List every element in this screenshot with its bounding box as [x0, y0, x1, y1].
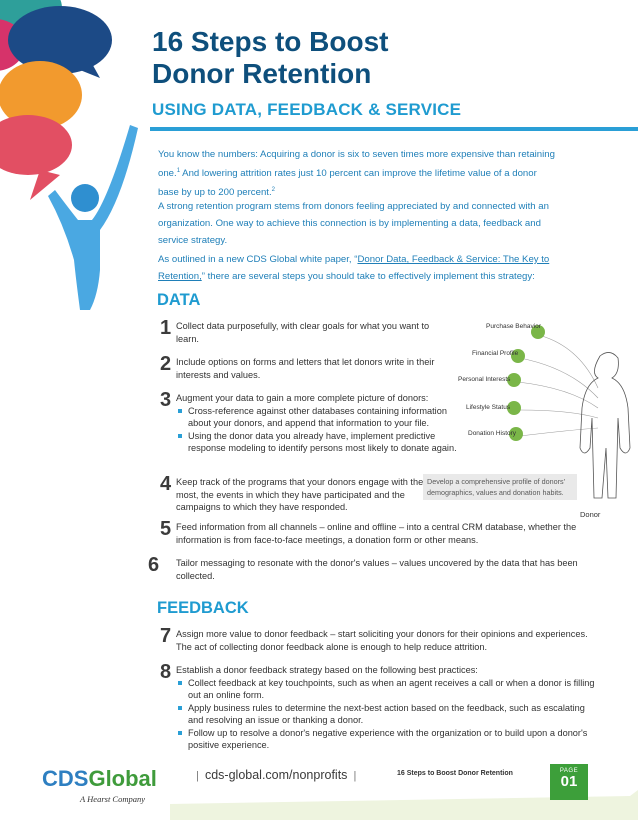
section-heading-feedback: FEEDBACK	[157, 599, 249, 617]
diagram-label: Personal Interests	[458, 376, 511, 383]
section-heading-data: DATA	[157, 291, 201, 309]
page-subtitle: USING DATA, FEEDBACK & SERVICE	[152, 100, 462, 119]
diagram-label: Lifestyle Status	[466, 404, 511, 411]
white-paper-link[interactable]: Donor Data, Feedback & Service: The Key to Retention,	[158, 254, 550, 282]
diagram-label: Financial Profile	[472, 350, 519, 357]
step-8-bullets	[176, 677, 600, 752]
step-7: 7 Assign more value to donor feedback – start soliciting your donors for their opinions and experiences. The act of collecting donor feedback alone is enough to help reduce attrition.	[160, 625, 588, 652]
diagram-callout: Develop a comprehensive profile of donors' demographics, values and donation habits.	[423, 474, 577, 500]
diagram-label: Purchase Behavior	[486, 323, 541, 330]
intro-paragraph-3: As outlined in a new CDS Global white paper, “Donor Data, Feedback & Service: The Key to Retention,” there are several steps you should take to effectively implement this strategy:	[158, 254, 550, 282]
title-line-1: 16 Steps to Boost	[152, 26, 389, 57]
step-4: 4 Keep track of the programs that your donors engage with the most, the events in which they have participated and the campaigns to which they have responded.	[160, 473, 424, 512]
list-item: Collect feedback at key touchpoints, such as when an agent receives a call or when a donor is filling out an online form.	[176, 677, 600, 702]
person-figure-icon	[30, 110, 140, 310]
list-item: Using the donor data you already have, implement predictive response modeling to identify persons most likely to donate again.	[176, 430, 460, 455]
step-1: 1 Collect data purposefully, with clear goals for what you want to learn.	[160, 317, 430, 344]
list-item: Cross-reference against other databases containing information about your donors, and append that information to your file.	[176, 405, 460, 430]
step-5: 5 Feed information from all channels – online and offline – into a central CRM database, whether the information is from face-to-face meetings, a donation form or other means.	[160, 518, 577, 545]
intro-paragraph-1: You know the numbers: Acquiring a donor is six to seven times more expensive than retaining one.$^1$ And lowering attrition rates just 10 percent can improve the lifetime value of a donor base by up to 200 percent.$^2$	[158, 149, 555, 199]
footer-doc-title: 16 Steps to Boost Donor Retention	[397, 770, 513, 777]
step-6: 6 Tailor messaging to resonate with the donor's values – values uncovered by the data that has been collected.	[148, 554, 578, 581]
intro-paragraph-2: A strong retention program stems from donors feeling appreciated by and connected with an organization. One way to achieve this connection is by implementing a data, feedback and service strategy.	[158, 201, 549, 246]
list-item: Apply business rules to determine the next-best action based on the feedback, such as escalating and resolving an issue or thanking a donor.	[176, 702, 600, 727]
step-3: 3 Augment your data to gain a more complete picture of donors: Cross-reference against other databases containing information about your donors, and append that information to your file. Using the donor data you already have, implement predictive response modeling to identify persons most likely to donate again.	[160, 392, 460, 455]
list-item: Follow up to resolve a donor's negative experience with the organization or to build upon a donor's positive experience.	[176, 727, 600, 752]
logo-subtitle: A Hearst Company	[80, 794, 146, 804]
title-line-2: Donor Retention	[152, 58, 372, 89]
title-rule	[150, 127, 638, 131]
page-number-badge: PAGE 01	[550, 764, 588, 800]
step-8: 8 Establish a donor feedback strategy based on the following best practices: Collect feedback at key touchpoints, such as when an agent receives a call or when a donor is filling out an online form. Apply business rules to determine the next-best action based on the feedback, such as escalating and resolving an issue or thanking a donor. Follow up to resolve a donor's negative experience with the organization or to build upon a donor's positive experience.	[160, 664, 600, 752]
step-3-bullets	[176, 405, 460, 455]
footer-url[interactable]: | cds-global.com/nonprofits |	[196, 768, 357, 782]
donor-label: Donor	[580, 510, 601, 519]
step-2: 2 Include options on forms and letters that let donors write in their interests and values.	[160, 353, 435, 380]
page-title	[152, 26, 388, 90]
diagram-label: Donation History	[468, 430, 517, 437]
cds-global-logo: CDSGlobal	[42, 766, 157, 791]
